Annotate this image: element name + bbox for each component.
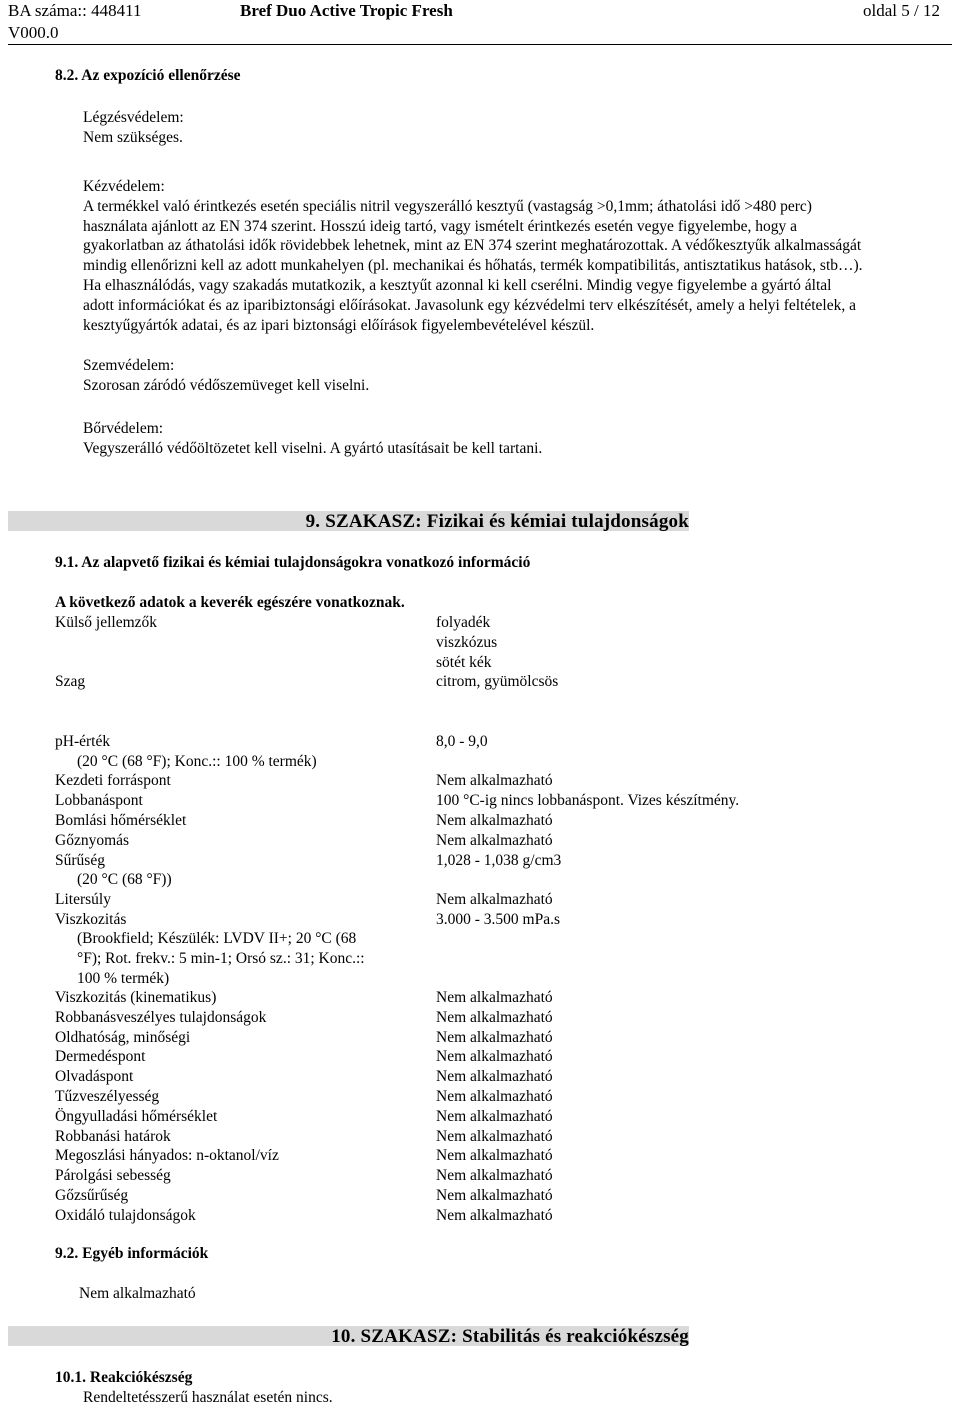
property-value: Nem alkalmazható xyxy=(436,772,553,789)
property-value: Nem alkalmazható xyxy=(436,1088,553,1105)
hand-line: gyakorlatban az áthatolási idők rövidebbek lehetnek, mint az EN 374 szerint meghatározottak. A védőkesztyűk alkalmasságát xyxy=(83,237,862,255)
page-header xyxy=(8,0,952,45)
viscosity-note xyxy=(77,929,365,988)
appearance-value: viszkózus xyxy=(436,633,498,651)
appearance-value: sötét kék xyxy=(436,653,492,671)
property-label: Robbanási határok xyxy=(55,1127,171,1145)
reactivity-text: Rendeltetésszerű használat esetén nincs. xyxy=(83,1389,333,1406)
property-label: Viszkozitás (kinematikus) xyxy=(55,989,217,1006)
property-label: Oxidáló tulajdonságok xyxy=(55,1206,196,1224)
skin-protection xyxy=(83,419,542,459)
property-label: Sűrűség xyxy=(55,852,105,869)
eye-protection xyxy=(83,356,369,396)
eye-text: Szorosan záródó védőszemüveget kell viselni. xyxy=(83,376,370,394)
viscosity-note-line: 100 % termék) xyxy=(77,969,170,987)
property-label: Szag xyxy=(55,673,86,690)
property-value: citrom, gyümölcsös xyxy=(436,673,559,690)
section-9-1-title: 9.1. Az alapvető fizikai és kémiai tulajdonságokra vonatkozó információ xyxy=(55,554,531,571)
section-10-1-title: 10.1. Reakciókészség xyxy=(55,1369,193,1386)
viscosity-note-line: (Brookfield; Készülék: LVDV II+; 20 °C (68 xyxy=(77,930,357,947)
eye-label: Szemvédelem: xyxy=(83,357,175,374)
property-label: Megoszlási hányados: n-oktanol/víz xyxy=(55,1147,279,1165)
property-label: Litersúly xyxy=(55,891,111,908)
property-value: 1,028 - 1,038 g/cm3 xyxy=(436,852,562,869)
skin-text: Vegyszerálló védőöltözetet kell viselni. A gyártó utasításait be kell tartani. xyxy=(83,439,543,457)
skin-label: Bőrvédelem: xyxy=(83,420,164,437)
property-value: Nem alkalmazható xyxy=(436,1107,553,1125)
section-9-2-title: 9.2. Egyéb információk xyxy=(55,1245,209,1262)
hand-line: kesztyűgyártók adatai, és az ipari biztonsági előírások figyelembevételével készül. xyxy=(83,316,595,334)
page-number: oldal 5 / 12 xyxy=(863,1,940,20)
product-name: Bref Duo Active Tropic Fresh xyxy=(240,1,453,20)
mixture-note: A következő adatok a keverék egészére vonatkoznak. xyxy=(55,594,405,611)
property-value: Nem alkalmazható xyxy=(436,1008,553,1026)
property-label: Lobbanáspont xyxy=(55,792,143,809)
property-label: Robbanásveszélyes tulajdonságok xyxy=(55,1008,267,1026)
respiratory-label: Légzésvédelem: xyxy=(83,109,184,126)
property-label: Oldhatóság, minőségi xyxy=(55,1028,191,1046)
property-value: Nem alkalmazható xyxy=(436,891,553,908)
property-value: 100 °C-ig nincs lobbanáspont. Vizes készítmény. xyxy=(436,792,740,809)
section-9-title: 9. SZAKASZ: Fizikai és kémiai tulajdonságok xyxy=(305,511,689,532)
property-value xyxy=(436,613,497,672)
property-value: Nem alkalmazható xyxy=(436,1147,553,1165)
appearance-value: folyadék xyxy=(436,614,491,631)
property-label: Öngyulladási hőmérséklet xyxy=(55,1107,218,1125)
property-value: Nem alkalmazható xyxy=(436,832,553,849)
hand-label: Kézvédelem: xyxy=(83,178,165,195)
respiratory-text: Nem szükséges. xyxy=(83,128,183,146)
property-label: Kezdeti forráspont xyxy=(55,772,171,789)
property-value: 3.000 - 3.500 mPa.s xyxy=(436,911,560,928)
property-label: Olvadáspont xyxy=(55,1068,134,1086)
property-label: Külső jellemzők xyxy=(55,614,158,631)
property-label: Dermedéspont xyxy=(55,1048,146,1066)
section-9-header xyxy=(8,511,689,531)
viscosity-note-line: °F); Rot. frekv.: 5 min-1; Orsó sz.: 31; Konc.:: xyxy=(77,949,365,967)
section-8-2-title: 8.2. Az expozíció ellenőrzése xyxy=(55,67,241,84)
document-version: V000.0 xyxy=(8,23,59,42)
property-label: Gőzsűrűség xyxy=(55,1187,129,1204)
property-label: Tűzveszélyesség xyxy=(55,1088,160,1105)
property-label: Viszkozitás xyxy=(55,911,127,928)
hand-line: A termékkel való érintkezés esetén speciális nitril vegyszerálló kesztyű (vastagság >0,1mm; áthatolási idő >480 perc) xyxy=(83,197,812,215)
density-note: (20 °C (68 °F)) xyxy=(77,871,172,888)
document-number: BA száma:: 448411 xyxy=(8,1,142,20)
property-value: Nem alkalmazható xyxy=(436,1048,553,1066)
property-label: pH-érték xyxy=(55,733,111,750)
property-label: Bomlási hőmérséklet xyxy=(55,812,187,829)
section-10-title: 10. SZAKASZ: Stabilitás és reakciókészség xyxy=(331,1326,689,1347)
section-10-header xyxy=(8,1326,689,1346)
property-value: Nem alkalmazható xyxy=(436,1187,553,1204)
other-info-text: Nem alkalmazható xyxy=(79,1285,196,1302)
property-value: Nem alkalmazható xyxy=(436,1127,553,1145)
property-value: Nem alkalmazható xyxy=(436,1068,553,1086)
property-value: Nem alkalmazható xyxy=(436,1167,553,1185)
hand-line: mindig ellenőrizni kell az adott munkahelyen (pl. mechanikai és hőhatás, termék kompatibilitás, antisztatikus hatások, stb…). xyxy=(83,257,863,275)
hand-line: adott információkat és az iparibiztonsági előírásokat. Javasolunk egy kézvédelmi terv elkészítését, amely a helyi feltételek, a xyxy=(83,296,856,314)
property-value: Nem alkalmazható xyxy=(436,1028,553,1046)
property-label: Gőznyomás xyxy=(55,832,130,849)
property-value: Nem alkalmazható xyxy=(436,989,553,1006)
hand-line: használata ajánlott az EN 374 szerint. Hosszú ideig tartó, vagy ismételt érintkezés esetén vegye figyelembe, hogy a xyxy=(83,217,798,235)
document-id xyxy=(8,0,141,44)
ph-note: (20 °C (68 °F); Konc.:: 100 % termék) xyxy=(77,753,317,770)
property-label: Párolgási sebesség xyxy=(55,1167,171,1185)
respiratory-protection xyxy=(83,108,184,148)
property-value: Nem alkalmazható xyxy=(436,1206,553,1224)
hand-protection xyxy=(83,177,943,335)
property-value: Nem alkalmazható xyxy=(436,812,553,829)
hand-line: Ha elhasználódás, vagy szakadás mutatkozik, a kesztyűt azonnal ki kell cserélni. Mindig vegye figyelembe a gyártó által xyxy=(83,276,832,294)
property-value: 8,0 - 9,0 xyxy=(436,733,488,750)
